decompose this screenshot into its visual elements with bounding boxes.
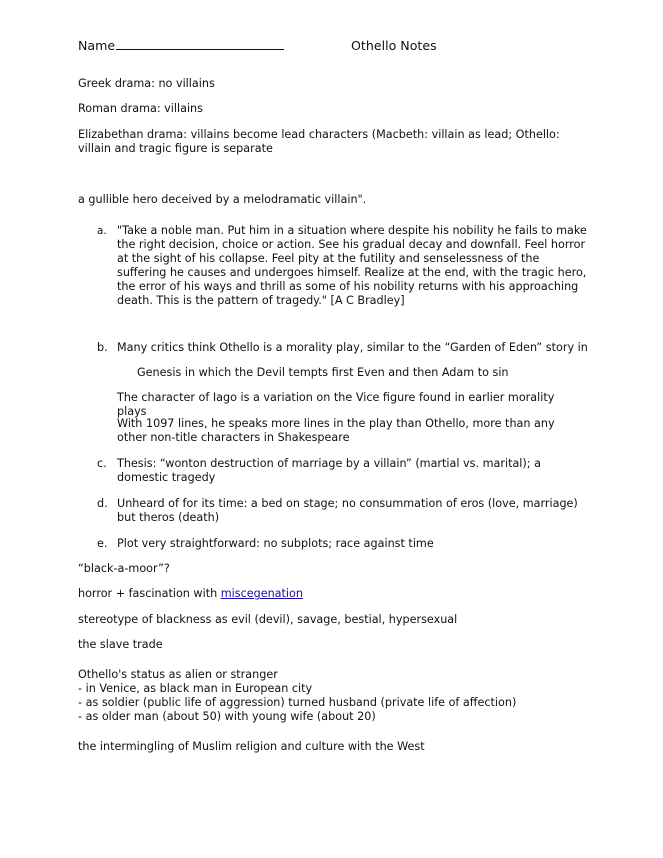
list-marker: a. bbox=[97, 225, 107, 237]
roman-drama-line: Roman drama: villains bbox=[78, 102, 203, 115]
status-item-soldier: - as soldier (public life of aggression) turned husband (private life of affection) bbox=[78, 696, 517, 709]
name-blank-line bbox=[116, 38, 284, 50]
page-title: Othello Notes bbox=[351, 38, 437, 53]
status-heading: Othello's status as alien or stranger bbox=[78, 668, 278, 681]
page-header bbox=[78, 38, 643, 54]
black-a-moor-line: “black-a-moor”? bbox=[78, 562, 170, 575]
plot-text: Plot very straightforward: no subplots; race against time bbox=[117, 537, 434, 550]
stereotype-line: stereotype of blackness as evil (devil), savage, bestial, hypersexual bbox=[78, 613, 458, 626]
iago-vice-line: The character of Iago is a variation on the Vice figure found in earlier morality plays bbox=[117, 391, 555, 418]
slave-trade-line: the slave trade bbox=[78, 638, 163, 651]
gullible-hero-line: a gullible hero deceived by a melodramatic villain". bbox=[78, 193, 367, 206]
horror-fascination-line bbox=[78, 587, 588, 601]
horror-prefix: horror + fascination with bbox=[78, 587, 221, 600]
status-item-venice: - in Venice, as black man in European city bbox=[78, 682, 313, 695]
miscegenation-link[interactable]: miscegenation bbox=[220, 587, 303, 600]
genesis-continuation: Genesis in which the Devil tempts first Even and then Adam to sin bbox=[137, 366, 509, 379]
bed-on-stage-text: Unheard of for its time: a bed on stage; no consummation of eros (love, marriage) but theros (death) bbox=[117, 497, 578, 524]
list-marker: b. bbox=[97, 341, 108, 354]
elizabethan-drama-line: Elizabethan drama: villains become lead characters (Macbeth: villain as lead; Othello: villain and tragic figure is separate bbox=[78, 128, 560, 155]
bradley-quote: "Take a noble man. Put him in a situation where despite his nobility he fails to make the right decision, choice or action. See his gradual decay and downfall. Feel horror at the sight of his collapse. Feel pity at the futility and senselessness of the suffering he causes and undergoes himself. Realize at the end, with the tragic hero, the error of his ways and thrill as some of his nobility returns with his approaching death. This is the pattern of tragedy." [A C Bradley] bbox=[117, 224, 587, 307]
status-item-older-man: - as older man (about 50) with young wife (about 20) bbox=[78, 710, 376, 723]
list-marker: e. bbox=[97, 537, 108, 550]
iago-lines-count: With 1097 lines, he speaks more lines in the play than Othello, more than any other non-title characters in Shakespeare bbox=[117, 417, 555, 444]
list-marker: d. bbox=[97, 497, 108, 510]
name-label: Name bbox=[78, 38, 116, 53]
greek-drama-line: Greek drama: no villains bbox=[78, 77, 215, 90]
thesis-text: Thesis: “wonton destruction of marriage by a villain” (martial vs. marital); a domestic tragedy bbox=[117, 457, 541, 484]
morality-play-text: Many critics think Othello is a morality play, similar to the “Garden of Eden” story in bbox=[117, 341, 588, 354]
muslim-religion-line: the intermingling of Muslim religion and culture with the West bbox=[78, 740, 425, 753]
list-marker: c. bbox=[97, 457, 107, 470]
